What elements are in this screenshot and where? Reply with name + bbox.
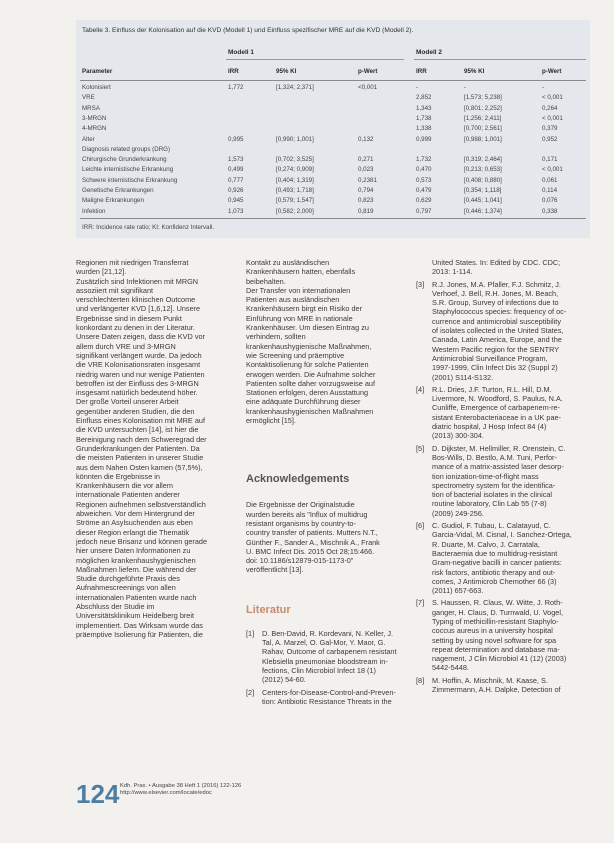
table-cell: Kolonisiert — [82, 84, 111, 91]
reference-number: [4] — [416, 384, 425, 394]
body-line: wie Screening und präemptive — [246, 350, 345, 360]
body-line: krankenhaushygienischen Maßnahmen — [246, 406, 374, 416]
body-line: betroffen ist der Einfluss des 3-MRGN — [76, 378, 199, 388]
body-line: Zusätzlich sind Infektionen mit MRGN — [76, 276, 199, 286]
page-footer — [120, 783, 241, 797]
body-line: Einführung von MRE in nationale — [246, 313, 353, 323]
body-line: Grunderkrankungen der Patienten. Da — [76, 443, 200, 453]
table-cell: [0,988; 1,001] — [464, 135, 502, 143]
body-line: insgesamt natürlich bedeutend höher. — [76, 388, 198, 398]
reference-line: routine laboratory, Clin Lab 55 (7-8) — [432, 499, 547, 509]
reference-line: coccus aureus in a university hospital — [432, 626, 553, 636]
table-cell: 0,076 — [542, 197, 558, 205]
reference-line: Bacteraemia due to multidrug-resistant — [432, 548, 558, 558]
table-cell: 0,470 — [416, 166, 432, 174]
body-line: Patienten sollte daher vorzugsweise auf — [246, 378, 375, 388]
reference-line: R. Duarte, M. Calvo, J. Carratala, — [432, 539, 540, 549]
table-cell: 0,823 — [358, 197, 374, 205]
literatur-heading: Literatur — [246, 603, 291, 616]
body-line: gegenüber anderen Studien, die den — [76, 406, 195, 416]
table-cell: 0,797 — [416, 207, 432, 215]
reference-line: sistant Enterobacteriaceae in a UK pae- — [432, 412, 561, 422]
body-line: Maßnahmen liefern. Die während der — [76, 564, 197, 574]
body-line: Krankenhäusern die vor allem — [76, 481, 173, 491]
reference-line: Gram-negative bacilli in cancer patients: — [432, 558, 562, 568]
reference-line: ganger, H. Claus, D. Turnwald, U. Vogel, — [432, 607, 564, 617]
reference-line: Cunliffe, Emergence of carbapenem-re- — [432, 403, 561, 413]
reference-item — [416, 258, 592, 277]
reference-line: Bos-Wills, D. Bestlo, A.M. Tuni, Perfor- — [432, 452, 557, 462]
body-line: Der Transfer von internationalen — [246, 285, 351, 295]
table-row — [76, 105, 590, 114]
model2-rule — [414, 59, 586, 60]
table-cell: <0,001 — [358, 84, 378, 91]
body-line: Stationen erfolgen, deren Ausstattung — [246, 388, 369, 398]
reference-number: [7] — [416, 598, 425, 608]
table-cell: < 0,001 — [542, 114, 563, 122]
body-line: könnten die Ergebnisse in — [76, 471, 160, 481]
table-caption: Tabelle 3. Einfluss der Kolonisation auf die KVD (Modell 1) und Einfluss spezifischer MRE auf die KVD (Modell 2). — [82, 27, 414, 34]
table-cell: 0,338 — [542, 207, 558, 215]
reference-number: [3] — [416, 279, 425, 289]
reference-line: tion: Antibiotic Resistance Threats in the — [262, 696, 392, 706]
table-cell: 0,794 — [358, 187, 374, 194]
footer-journal: Kdh. Prax. • Ausgabe 38 Heft 1 (2016) 122-126 — [120, 783, 242, 789]
reference-line: Canada, Latin America, Europe, and the — [432, 335, 562, 345]
results-table — [76, 20, 590, 238]
col-header-irr-1: IRR — [228, 68, 239, 75]
model1-header: Modell 1 — [228, 49, 255, 56]
table-cell: 4-MRGN — [82, 125, 107, 133]
table-cell: 2,852 — [416, 94, 432, 102]
table-cell: 0,999 — [416, 135, 432, 143]
body-line: Einfluss eines Kolonisation mit MRE auf — [76, 416, 205, 426]
reference-line: tion of bacterial isolates in the clinical — [432, 490, 553, 500]
reference-line: M. Hoffin, A. Mischnik, M. Kaase, S. — [432, 675, 548, 685]
body-line: aus dem Nahen Osten kamen (57,5%), — [76, 462, 203, 472]
reference-line: 1997-1999, Clin Infect Dis 32 (Suppl 2) — [432, 363, 558, 373]
table-cell: 0,479 — [416, 187, 432, 194]
col-header-irr-2: IRR — [416, 68, 427, 75]
reference-line: R.L. Dries, J.F. Turton, R.L. Hill, D.M. — [432, 384, 552, 394]
table-cell: Genetische Erkrankungen — [82, 187, 154, 194]
table-cell: - — [542, 84, 545, 91]
reference-item — [416, 385, 592, 441]
reference-line: currence and antimicrobial susceptibility — [432, 316, 561, 326]
body-line: Patienten aus ausländischen — [246, 295, 340, 305]
body-line: signifikant verlängert wurde. Da jedoch — [76, 350, 202, 360]
body-line: und verlängerter KVD [1,6,12]. Unsere — [76, 304, 201, 314]
table-cell: 0,264 — [542, 104, 558, 112]
table-cell: [0,354; 1,118] — [464, 187, 502, 194]
reference-item — [416, 598, 592, 672]
table-cell: [0,582; 2,000] — [276, 207, 314, 215]
table-cell: [0,408; 0,880] — [464, 176, 502, 184]
body-line: krankenhaushygienische Maßnahmen, — [246, 341, 372, 351]
reference-line: comes, J Antimicrob Chemother 66 (3) — [432, 576, 557, 586]
table-cell: [1,324; 2,371] — [276, 84, 314, 91]
model2-header: Modell 2 — [416, 49, 443, 56]
table-cell: 0,952 — [542, 135, 558, 143]
table-cell: 0,132 — [358, 135, 374, 143]
ack-line: Günther F., Sander A., Mischnik A., Frank — [246, 537, 380, 547]
reference-line: (2009) 249-256. — [432, 508, 484, 518]
table-cell: 0,995 — [228, 135, 244, 143]
table-cell: 0,061 — [542, 176, 558, 184]
table-cell: 0,171 — [542, 156, 558, 164]
reference-item — [246, 629, 406, 685]
body-line: niedrig waren und nur wenige Patienten — [76, 369, 205, 379]
footer-url: http://www.elsevier.com/locate/edoc — [120, 790, 212, 797]
body-line: dieser Region erlangt die Thematik — [76, 527, 190, 537]
table-cell: 0,777 — [228, 176, 244, 184]
body-line: Krankenhäuser. Um diesen Eintrag zu — [246, 323, 369, 333]
reference-item — [416, 444, 592, 518]
table-row — [76, 208, 590, 217]
table-cell: Infektion — [82, 207, 106, 215]
reference-line: 5442-5448. — [432, 663, 469, 673]
body-line: jedoch neue Brisanz und können gerade — [76, 536, 208, 546]
table-cell: [0,446; 1,374] — [464, 207, 502, 215]
reference-number: [5] — [416, 443, 425, 453]
reference-line: R.J. Jones, M.A. Pfaller, F.J. Schmitz, J. — [432, 279, 561, 289]
body-line: ermöglicht [15]. — [246, 416, 296, 426]
body-line: Krankenhäusern birgt ein Risiko der — [246, 304, 363, 314]
body-line: assoziiert mit signifikant — [76, 285, 154, 295]
ack-line: Die Ergebnisse der Originalstudie — [246, 500, 355, 510]
table-cell: 0,271 — [358, 156, 374, 164]
reference-item — [416, 280, 592, 382]
reference-item — [416, 521, 592, 595]
reference-line: 2013: 1-114. — [432, 267, 473, 277]
reference-line: Antimicrobial Surveillance Program, — [432, 353, 548, 363]
body-line: eine adäquate Durchführung dieser — [246, 397, 361, 407]
table-cell: < 0,001 — [542, 94, 563, 102]
body-line: internationalen Patienten wurde nach — [76, 592, 197, 602]
reference-line: S. Haussen, R. Claus, W. Witte, J. Roth- — [432, 598, 563, 608]
table-cell: [0,801; 2,252] — [464, 104, 502, 112]
body-line: Bereinigung nach dem Schweregrad der — [76, 434, 207, 444]
body-line: Universitätsklinikum Heidelberg breit — [76, 611, 195, 621]
ack-line: wurden bereits als "Influx of multidrug — [246, 509, 368, 519]
table-cell: 0,945 — [228, 197, 244, 205]
reference-line: Garcia-Vidal, M. Cisnal, I. Sanchez-Ortega, — [432, 530, 572, 540]
reference-line: Zimmermann, A.H. Dalpke, Detection of — [432, 685, 561, 695]
body-line: internationale Patienten anderer — [76, 490, 180, 500]
acknowledgements-heading: Acknowledgements — [246, 473, 350, 486]
reference-number: [8] — [416, 675, 425, 685]
reference-line: Livermore, N. Woodford, S. Paulus, N.A. — [432, 394, 563, 404]
table-row — [76, 197, 590, 206]
reference-item — [416, 676, 592, 695]
table-cell: 3-MRGN — [82, 114, 107, 122]
reference-line: D. Dijkster, M. Hellmiller, R. Orenstein, C. — [432, 443, 566, 453]
table-cell: Alter — [82, 135, 95, 143]
table-cell: Maligne Erkrankungen — [82, 197, 144, 205]
reference-line: (2001) S114-S132. — [432, 372, 494, 382]
table-row — [76, 187, 590, 196]
body-line: verhindern, sollten — [246, 332, 306, 342]
table-cell: Leichte internistische Erkrankung — [82, 166, 174, 174]
table-cell: < 0,001 — [542, 166, 563, 174]
table-cell: [0,274; 0,909] — [276, 166, 314, 174]
model1-rule — [226, 59, 404, 60]
col-header-parameter: Parameter — [82, 68, 113, 75]
reference-line: of isolates collected in the United States, — [432, 326, 564, 336]
reference-line: (2011) 657-663. — [432, 586, 484, 596]
reference-line: (2012) 54-60. — [262, 675, 306, 685]
table-cell: 0,819 — [358, 207, 374, 215]
reference-line: Klebsiella pneumoniae bloodstream in- — [262, 656, 388, 666]
ack-line: country transfer of patients. Mutters N.T., — [246, 528, 378, 538]
body-line: Krankenhäusern hatten, ebenfalls — [246, 267, 356, 277]
reference-line: tion ionization-time-of-flight mass — [432, 471, 539, 481]
table-row — [76, 136, 590, 145]
table-row — [76, 84, 590, 93]
table-cell: 1,073 — [228, 207, 244, 215]
body-line: präemptive Isolierung für Patienten, die — [76, 629, 203, 639]
table-cell: [0,445; 1,041] — [464, 197, 502, 205]
table-cell: [1,573; 5,238] — [464, 94, 502, 102]
discussion-continued — [246, 258, 406, 425]
body-line: abweichen. Vor dem Hintergrund der — [76, 509, 195, 519]
table-row — [76, 156, 590, 165]
body-line: Unsere Daten zeigen, dass die KVD vor — [76, 332, 205, 342]
table-cell: [0,579; 1,547] — [276, 197, 314, 205]
table-cell: Diagnosis related groups (DRG) — [82, 145, 171, 153]
reference-line: Typing of methicillin-resistant Staphylo- — [432, 616, 559, 626]
reference-line: diatric hospital, J Hosp Infect 84 (4) — [432, 422, 547, 432]
body-line: die KVD untersuchten [14], ist hier die — [76, 425, 199, 435]
reference-line: risk factors, antibiotic therapy and out- — [432, 567, 556, 577]
table-cell: [0,493; 1,718] — [276, 187, 314, 194]
reference-line: S.R. Group, Survey of infections due to — [432, 298, 559, 308]
table-cell: 1,738 — [416, 114, 432, 122]
ack-line: doi: 10.1186/s12879-015-1173-0" — [246, 556, 354, 566]
references-col2 — [246, 629, 406, 706]
table-cell: [0,702; 3,525] — [276, 156, 314, 164]
reference-number: [6] — [416, 521, 425, 531]
table-row — [76, 125, 590, 134]
col-header-p-2: p-Wert — [542, 68, 562, 75]
table-footnote: IRR: Incidence rate ratio; KI: Konfidenz Intervall. — [82, 224, 215, 231]
table-cell: [0,404; 1,319] — [276, 176, 314, 184]
reference-line: repeat determination and database ma- — [432, 644, 560, 654]
table-row — [76, 146, 590, 155]
body-line: allem durch VRE und 3-MRGN — [76, 341, 176, 351]
body-line: erwogen werden. Die Aufnahme solcher — [246, 369, 376, 379]
ack-line: veröffentlicht [13]. — [246, 565, 304, 575]
reference-number: [1] — [246, 628, 255, 638]
reference-line: Verhoef, J. Bell, R.H. Jones, M. Beach, — [432, 288, 559, 298]
reference-line: Western Pacific region for the SENTRY — [432, 344, 560, 354]
table-cell: 0,379 — [542, 125, 558, 133]
acknowledgements-text — [246, 500, 406, 574]
body-line: Kontakt zu ausländischen — [246, 258, 330, 267]
table-cell: 1,573 — [228, 156, 244, 164]
table-cell: - — [416, 84, 419, 91]
body-line: die VRE Kolonisationsraten insgesamt — [76, 360, 201, 370]
ack-line: resistant organisms by country-to- — [246, 518, 356, 528]
reference-line: mance of a matrix-assisted laser desorp- — [432, 462, 564, 472]
table-cell: [0,319; 2,464] — [464, 156, 502, 164]
reference-line: Staphylococcus species: frequency of oc- — [432, 307, 567, 317]
table-row — [76, 115, 590, 124]
table-cell: 1,338 — [416, 125, 432, 133]
body-line: hier unsere Daten Informationen zu — [76, 546, 191, 556]
table-row — [76, 166, 590, 175]
page-number: 124 — [76, 779, 120, 809]
body-line: Abschluss der Studie im — [76, 601, 155, 611]
body-line: Regionen aufnehmen selbstverständlich — [76, 499, 206, 509]
col-header-p-1: p-Wert — [358, 68, 378, 75]
body-line: Regionen mit niedrigen Transferrat — [76, 258, 189, 267]
table-cell: VRE — [82, 94, 95, 102]
body-line: Kontaktisolierung für solche Patienten — [246, 360, 369, 370]
body-line: konkordant zu denen in der Literatur. — [76, 323, 195, 333]
table-cell: 0,629 — [416, 197, 432, 205]
bottom-rule — [80, 218, 586, 219]
table-row — [76, 94, 590, 103]
body-line: Studie durchgeführte Praxis des — [76, 574, 180, 584]
header-rule — [80, 80, 586, 81]
table-cell: Chirurgische Grunderkrankung — [82, 156, 167, 164]
table-cell: 1,732 — [416, 156, 432, 164]
column-2 — [246, 258, 406, 709]
reference-line: fections, Clin Microbiol Infect 18 (1) — [262, 665, 376, 675]
body-line: Der große Vorteil unserer Arbeit — [76, 397, 179, 407]
reference-line: setting by using novel software for spa — [432, 635, 557, 645]
reference-line: nagement, J Clin Microbiol 41 (12) (2003) — [432, 654, 567, 664]
reference-item — [246, 688, 406, 707]
body-line: Aufnahmescreenings von allen — [76, 583, 176, 593]
reference-line: United States. In: Edited by CDC. CDC; — [432, 258, 561, 267]
col-header-ki-2: 95% KI — [464, 68, 485, 75]
table-cell: - — [464, 84, 467, 91]
body-line: wurden [21,12]. — [76, 267, 127, 277]
reference-line: D. Ben-David, R. Kordevani, N. Keller, J. — [262, 628, 393, 638]
body-line: die meisten Patienten in unserer Studie — [76, 453, 204, 463]
col-header-ki-1: 95% KI — [276, 68, 297, 75]
reference-line: Tal, A. Marzel, O. Gal-Mor, Y. Maor, G. — [262, 638, 386, 648]
table-cell: [0,990; 1,001] — [276, 135, 314, 143]
table-cell: 0,114 — [542, 187, 558, 194]
table-cell: 0,2381 — [358, 176, 377, 184]
reference-line: Rahav, Outcome of carbapenem resistant — [262, 647, 397, 657]
table-cell: 0,023 — [358, 166, 374, 174]
reference-line: C. Gudiol, F. Tubau, L. Calatayud, C. — [432, 521, 551, 531]
reference-line: spectrometry system for the identifica- — [432, 480, 556, 490]
body-line: Ströme an Asylsuchenden aus eben — [76, 518, 193, 528]
table-cell: 0,573 — [416, 176, 432, 184]
table-cell: 0,926 — [228, 187, 244, 194]
table-cell: [0,700; 2,561] — [464, 125, 502, 133]
body-line: beibehalten. — [246, 276, 286, 286]
table-row — [76, 177, 590, 186]
table-cell: [1,256; 2,411] — [464, 114, 502, 122]
body-line: implementiert. Das Wirksam wurde das — [76, 620, 203, 630]
reference-number: [2] — [246, 687, 255, 697]
body-line: verschlechterten klinischen Outcome — [76, 295, 196, 305]
reference-line: (2013) 300-304. — [432, 431, 484, 441]
table-cell: 1,343 — [416, 104, 432, 112]
table-cell: Schwere internistische Erkrankung — [82, 176, 178, 184]
body-line: Ergebnisse sind in diesem Punkt — [76, 313, 182, 323]
table-cell: 0,499 — [228, 166, 244, 174]
table-cell: MRSA — [82, 104, 100, 112]
reference-line: Centers-for-Disease-Control-and-Preven- — [262, 687, 396, 697]
table-cell: [0,213; 0,653] — [464, 166, 502, 174]
body-line: möglichen krankenhaushygienischen — [76, 555, 196, 565]
ack-line: U. BMC Infect Dis. 2015 Oct 28;15:466. — [246, 546, 375, 556]
table-cell: 1,772 — [228, 84, 244, 91]
column-3 — [416, 258, 592, 697]
column-1 — [76, 258, 236, 639]
